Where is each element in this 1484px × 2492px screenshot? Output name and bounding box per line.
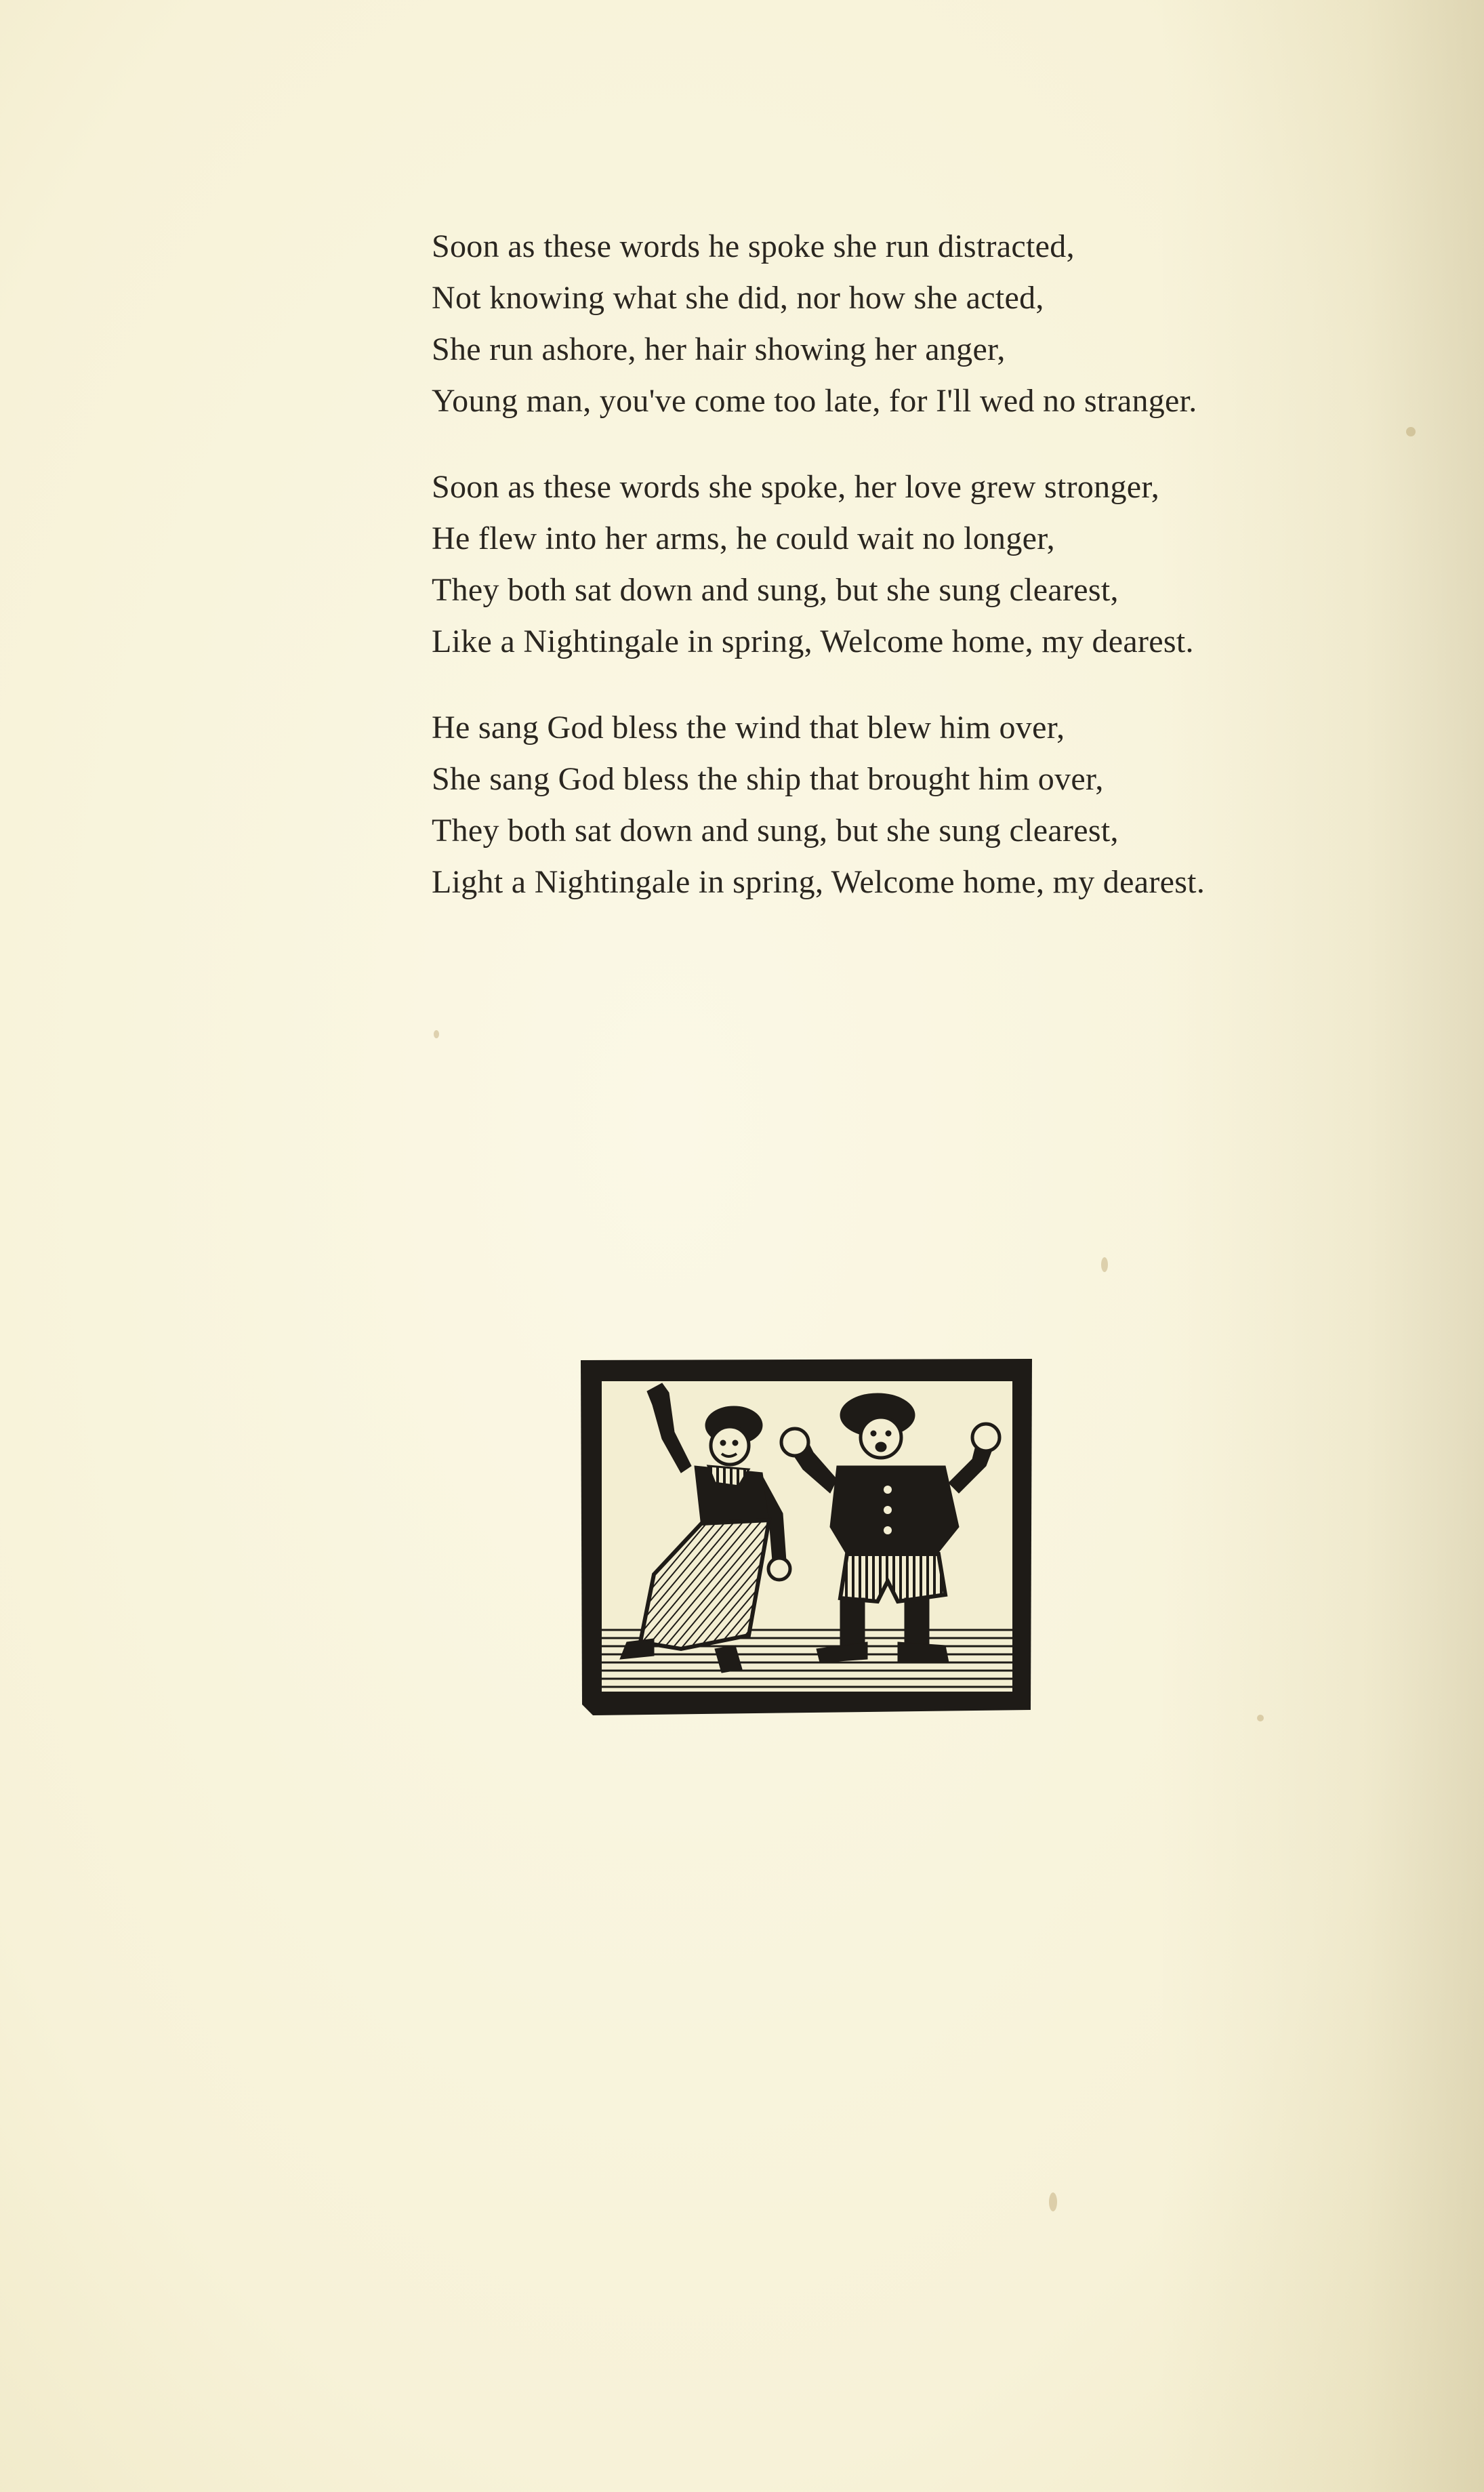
poem-line: Soon as these words he spoke she run distracted,: [432, 228, 1075, 264]
poem-line: She run ashore, her hair showing her anger,: [432, 331, 1006, 367]
poem-line: Light a Nightingale in spring, Welcome home, my dearest.: [432, 864, 1205, 900]
poem: [432, 221, 1380, 943]
paper-speck: [1101, 1257, 1108, 1272]
poem-line: He sang God bless the wind that blew him over,: [432, 710, 1065, 745]
stanza-3: [432, 702, 1380, 908]
poem-line: They both sat down and sung, but she sung clearest,: [432, 813, 1119, 849]
paper-speck: [434, 1030, 439, 1038]
paper-speck: [1406, 427, 1416, 436]
poem-line: They both sat down and sung, but she sung clearest,: [432, 572, 1119, 608]
poem-line: Like a Nightingale in spring, Welcome home, my dearest.: [432, 624, 1194, 659]
paper-speck: [1257, 1715, 1264, 1721]
poem-line: She sang God bless the ship that brought him over,: [432, 761, 1104, 797]
poem-line: Soon as these words she spoke, her love grew stronger,: [432, 469, 1160, 505]
poem-line: Young man, you've come too late, for I'll wed no stranger.: [432, 383, 1197, 419]
poem-line: Not knowing what she did, nor how she acted,: [432, 280, 1044, 316]
stanza-1: [432, 221, 1380, 427]
poem-line: He flew into her arms, he could wait no longer,: [432, 520, 1055, 556]
stanza-2: [432, 462, 1380, 668]
woodcut-dancers-icon: [579, 1357, 1033, 1717]
paper-speck: [1049, 2192, 1057, 2211]
